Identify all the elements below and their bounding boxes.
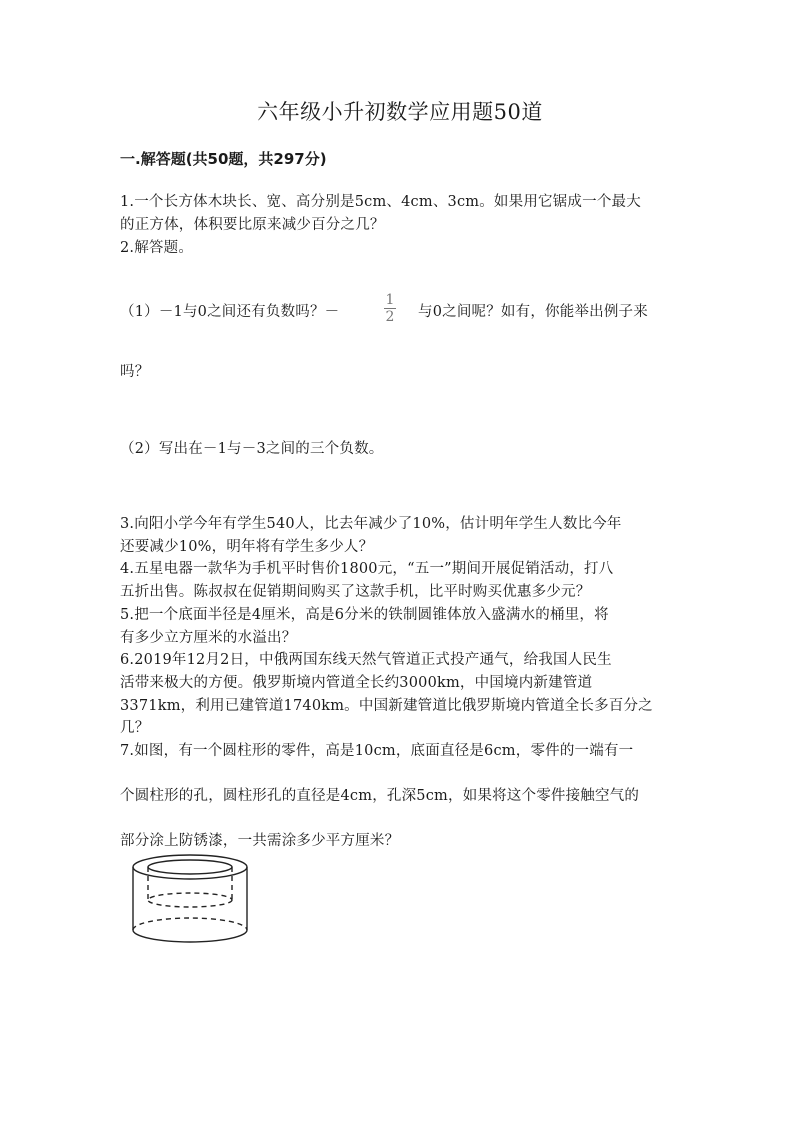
- question-7-line-2: 个圆柱形的孔，圆柱形孔的直径是4cm，孔深5cm，如果将这个零件接触空气的: [120, 788, 640, 804]
- cylinder-part-figure: [128, 850, 258, 950]
- question-5-line-1: 5.把一个底面半径是4厘米，高是6分米的铁制圆锥体放入盛满水的桶里，将: [120, 607, 609, 623]
- fraction-numerator: 1: [385, 292, 395, 308]
- fraction-one-half: [383, 292, 397, 325]
- hole-top-ellipse: [148, 860, 232, 874]
- question-2-part-1-text-c: 吗？: [120, 364, 150, 380]
- question-6-line-2: 活带来极大的方便。俄罗斯境内管道全长约3000km，中国境内新建管道: [120, 675, 593, 691]
- question-6-line-3: 3371km，利用已建管道1740km。中国新建管道比俄罗斯境内管道全长多百分之: [120, 698, 653, 714]
- question-3-line-1: 3.向阳小学今年有学生540人，比去年减少了10%，估计明年学生人数比今年: [120, 516, 622, 532]
- question-4-line-1: 4.五星电器一款华为手机平时售价1800元，“五一”期间开展促销活动，打八: [120, 561, 614, 577]
- question-2-part-2: （2）写出在－1与－3之间的三个负数。: [120, 441, 384, 457]
- question-7-line-3: 部分涂上防锈漆，一共需涂多少平方厘米？: [120, 833, 400, 849]
- question-1-line-1: 1.一个长方体木块长、宽、高分别是5cm、4cm、3cm。如果用它锯成一个最大: [120, 194, 641, 210]
- question-4-line-2: 五折出售。陈叔叔在促销期间购买了这款手机，比平时购买优惠多少元？: [120, 584, 591, 600]
- page-title: 六年级小升初数学应用题50道: [257, 100, 543, 124]
- hole-bottom-ellipse: [148, 893, 232, 907]
- question-3-line-2: 还要减少10%，明年将有学生多少人？: [120, 539, 374, 555]
- outer-bottom-front-arc: [133, 930, 247, 942]
- question-5-line-2: 有多少立方厘米的水溢出？: [120, 630, 297, 646]
- question-1-line-2: 的正方体，体积要比原来减少百分之几？: [120, 217, 385, 233]
- question-7-line-1: 7.如图，有一个圆柱形的零件，高是10cm，底面直径是6cm，零件的一端有一: [120, 743, 634, 759]
- question-2-part-1-text-b: 与0之间呢？如有，你能举出例子来: [418, 304, 648, 320]
- outer-bottom-back-arc: [133, 918, 247, 930]
- question-2-heading: 2.解答题。: [120, 240, 194, 256]
- question-6-line-4: 几？: [120, 720, 150, 736]
- fraction-denominator: 2: [385, 309, 395, 325]
- question-2-part-1-text-a: （1）－1与0之间还有负数吗？－: [120, 304, 340, 320]
- outer-top-ellipse: [133, 855, 247, 879]
- question-6-line-1: 6.2019年12月2日，中俄两国东线天然气管道正式投产通气，给我国人民生: [120, 652, 612, 668]
- section-heading: 一.解答题(共50题，共297分): [120, 150, 327, 168]
